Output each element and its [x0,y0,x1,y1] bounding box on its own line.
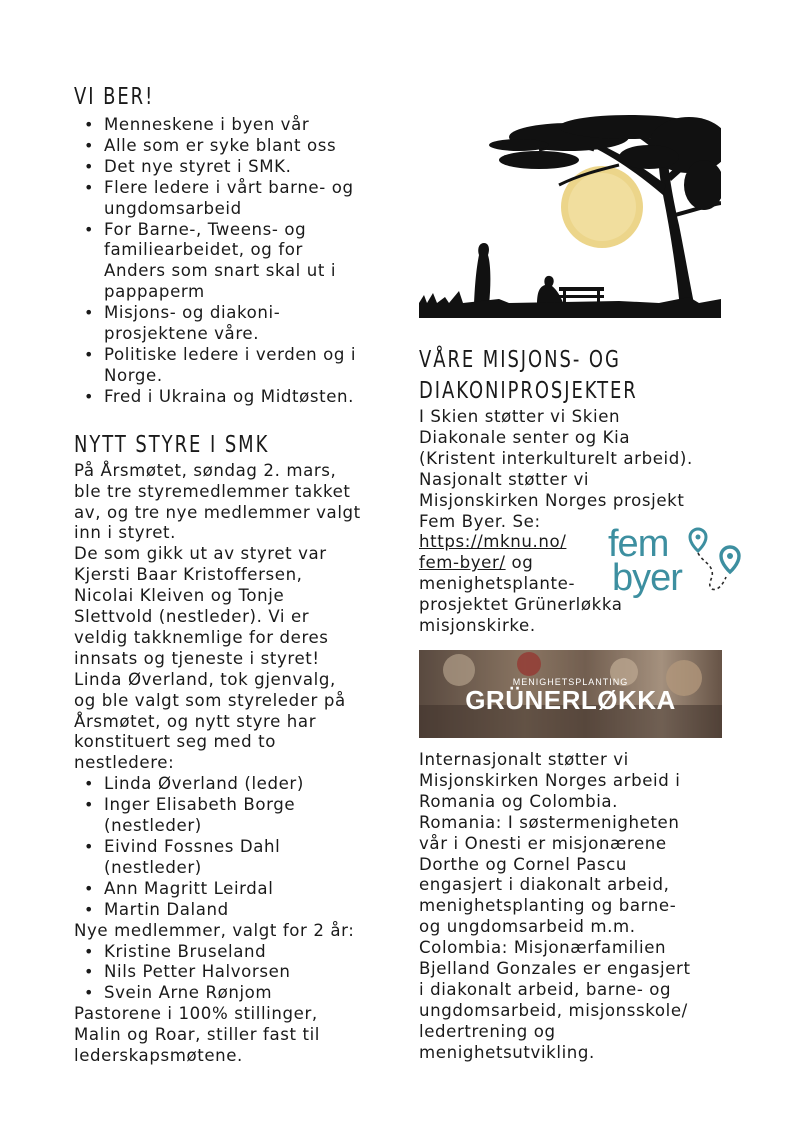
prayer-heading: VI BER! [74,84,155,110]
projects-line: prosjektet Grünerløkka [419,595,623,615]
projects-line: Internasjonalt støtter vi [419,750,629,769]
board-intro-line: nestledere: [74,753,175,773]
board-intro-line: De som gikk ut av styret var [74,544,327,564]
new-member: • Kristine Bruseland [74,942,404,963]
projects-line: (Kristent interkulturelt arbeid). [419,448,693,468]
board-intro-line: På Årsmøtet, søndag 2. mars, [74,460,337,480]
board-members-list [74,774,404,920]
board-member [74,879,404,900]
map-pin-icon [690,529,706,551]
projects-line: Romania: I søstermenigheten [419,812,680,832]
board-member-line: (nestleder) [104,816,202,836]
board-member [74,795,404,837]
board-outro-line: Malin og Roar, stiller fast til [74,1025,320,1045]
prayer-item-line: • Politiske ledere i verden og i [104,344,357,364]
projects-text-top [419,407,739,532]
prayer-item [74,157,404,178]
grunerlokka-banner [419,650,722,738]
board-intro-line: av, og tre nye medlemmer valgt [74,502,361,522]
board-member-line: • Ann Magritt Leirdal [104,878,274,898]
prayer-item [74,115,404,136]
prayer-item-line: Anders som snart skal ut i [104,261,337,281]
board-heading: NYTT STYRE I SMK [74,431,270,458]
projects-line: Diakonale senter og Kia [419,427,631,447]
prayer-item-line: • Misjons- og diakoni- [104,303,281,323]
projects-heading-line: DIAKONIPROSJEKTER [419,378,638,404]
prayer-item [74,220,404,304]
tree-silhouette-image [419,115,721,318]
prayer-item-line: • Menneskene i byen vår [104,115,310,134]
board-intro [74,461,404,775]
fem-byer-logo [606,525,746,603]
new-member: • Svein Arne Rønjom [74,983,404,1004]
board-outro-line: Pastorene i 100% stillinger, [74,1004,318,1024]
prayer-item-line: • Flere ledere i vårt barne- og [104,177,354,197]
new-members-list [74,942,404,1005]
projects-line: I Skien støtter vi Skien [419,407,621,426]
prayer-item [74,303,404,345]
prayer-item-line: • Fred i Ukraina og Midtøsten. [104,386,355,406]
projects-line: Romania og Colombia. [419,791,619,811]
prayer-item [74,345,404,387]
board-member-line: • Martin Daland [104,899,229,919]
board-intro-line: ble tre styremedlemmer takket [74,481,351,501]
projects-line: misjonskirke. [419,616,536,636]
prayer-item [74,387,404,408]
board-member [74,900,404,921]
board-member-line: • Linda Øverland (leder) [104,774,304,794]
board-intro-line: inn i styret. [74,523,177,543]
prayer-item-line: • Det nye styret i SMK. [104,156,292,176]
prayer-item-line: pappaperm [104,282,205,302]
logo-text-byer: byer [612,557,682,599]
board-member [74,837,404,879]
projects-line: menighetsplanting og barne- [419,896,677,916]
prayer-item-line: • Alle som er syke blant oss [104,135,337,155]
projects-line: Dorthe og Cornel Pascu [419,854,628,874]
projects-line: Nasjonalt støtter vi [419,469,590,489]
fem-byer-link[interactable]: https://mknu.no/ [419,532,567,552]
prayer-item-line: prosjektene våre. [104,324,260,344]
board-intro-line: konstituert seg med to [74,732,276,752]
left-column [74,82,404,1067]
board-member [74,774,404,795]
projects-line: og ungdomsarbeid m.m. [419,917,636,937]
prayer-item-line: familiearbeidet, og for [104,240,303,260]
projects-line: Bjelland Gonzales er engasjert [419,959,691,979]
projects-heading-line: VÅRE MISJONS- OG [419,347,621,373]
projects-line: Misjonskirken Norges arbeid i [419,770,681,790]
projects-line: Colombia: Misjonærfamilien [419,938,667,958]
board-member-line: • Eivind Fossnes Dahl [104,837,281,856]
projects-line: vår i Onesti er misjonærene [419,833,667,853]
projects-text-bottom [419,750,739,1064]
projects-line: menighetsplante- [419,574,576,594]
projects-line: engasjert i diakonalt arbeid, [419,875,670,895]
board-outro [74,1004,404,1067]
banner-small-text: MENIGHETSPLANTING [512,677,629,687]
board-intro-line: Nicolai Kleiven og Tonje [74,586,285,606]
board-intro-line: Årsmøtet, og nytt styre har [74,711,317,731]
projects-line: ledertrening og [419,1021,556,1041]
board-intro-line: Slettvold (nestleder). Vi er [74,607,310,627]
prayer-item [74,178,404,220]
board-member-line: (nestleder) [104,857,202,877]
map-pin-icon [721,547,739,572]
prayer-item-line: Norge. [104,365,163,385]
board-outro-line: lederskapsmøtene. [74,1046,243,1066]
projects-line: ungdomsarbeid, misjonsskole/ [419,1000,688,1020]
board-intro-line: Kjersti Baar Kristoffersen, [74,565,303,585]
new-member: • Nils Petter Halvorsen [74,962,404,983]
prayer-item-line: ungdomsarbeid [104,198,242,218]
prayer-item-line: • For Barne-, Tweens- og [104,219,307,239]
board-member-line: • Inger Elisabeth Borge [104,795,296,815]
board-intro-line: innsats og tjeneste i styret! [74,648,320,668]
fem-byer-link[interactable]: fem-byer/ [419,553,506,573]
link-suffix: og [505,553,534,573]
prayer-list [74,115,404,408]
projects-line: menighetsutvikling. [419,1042,595,1062]
board-intro-line: Linda Øverland, tok gjenvalg, [74,669,336,689]
board-intro-line: veldig takknemlige for deres [74,627,329,647]
banner-big-text: GRÜNERLØKKA [465,685,676,715]
projects-line: Fem Byer. Se: [419,511,541,531]
prayer-item [74,136,404,157]
logo-text-fem: fem [608,525,669,565]
projects-heading [419,345,669,407]
projects-line: i diakonalt arbeid, barne- og [419,979,672,999]
board-intro-line: og ble valgt som styreleder på [74,690,346,710]
new-members-label: Nye medlemmer, valgt for 2 år: [74,920,355,940]
projects-line: Misjonskirken Norges prosjekt [419,490,685,510]
